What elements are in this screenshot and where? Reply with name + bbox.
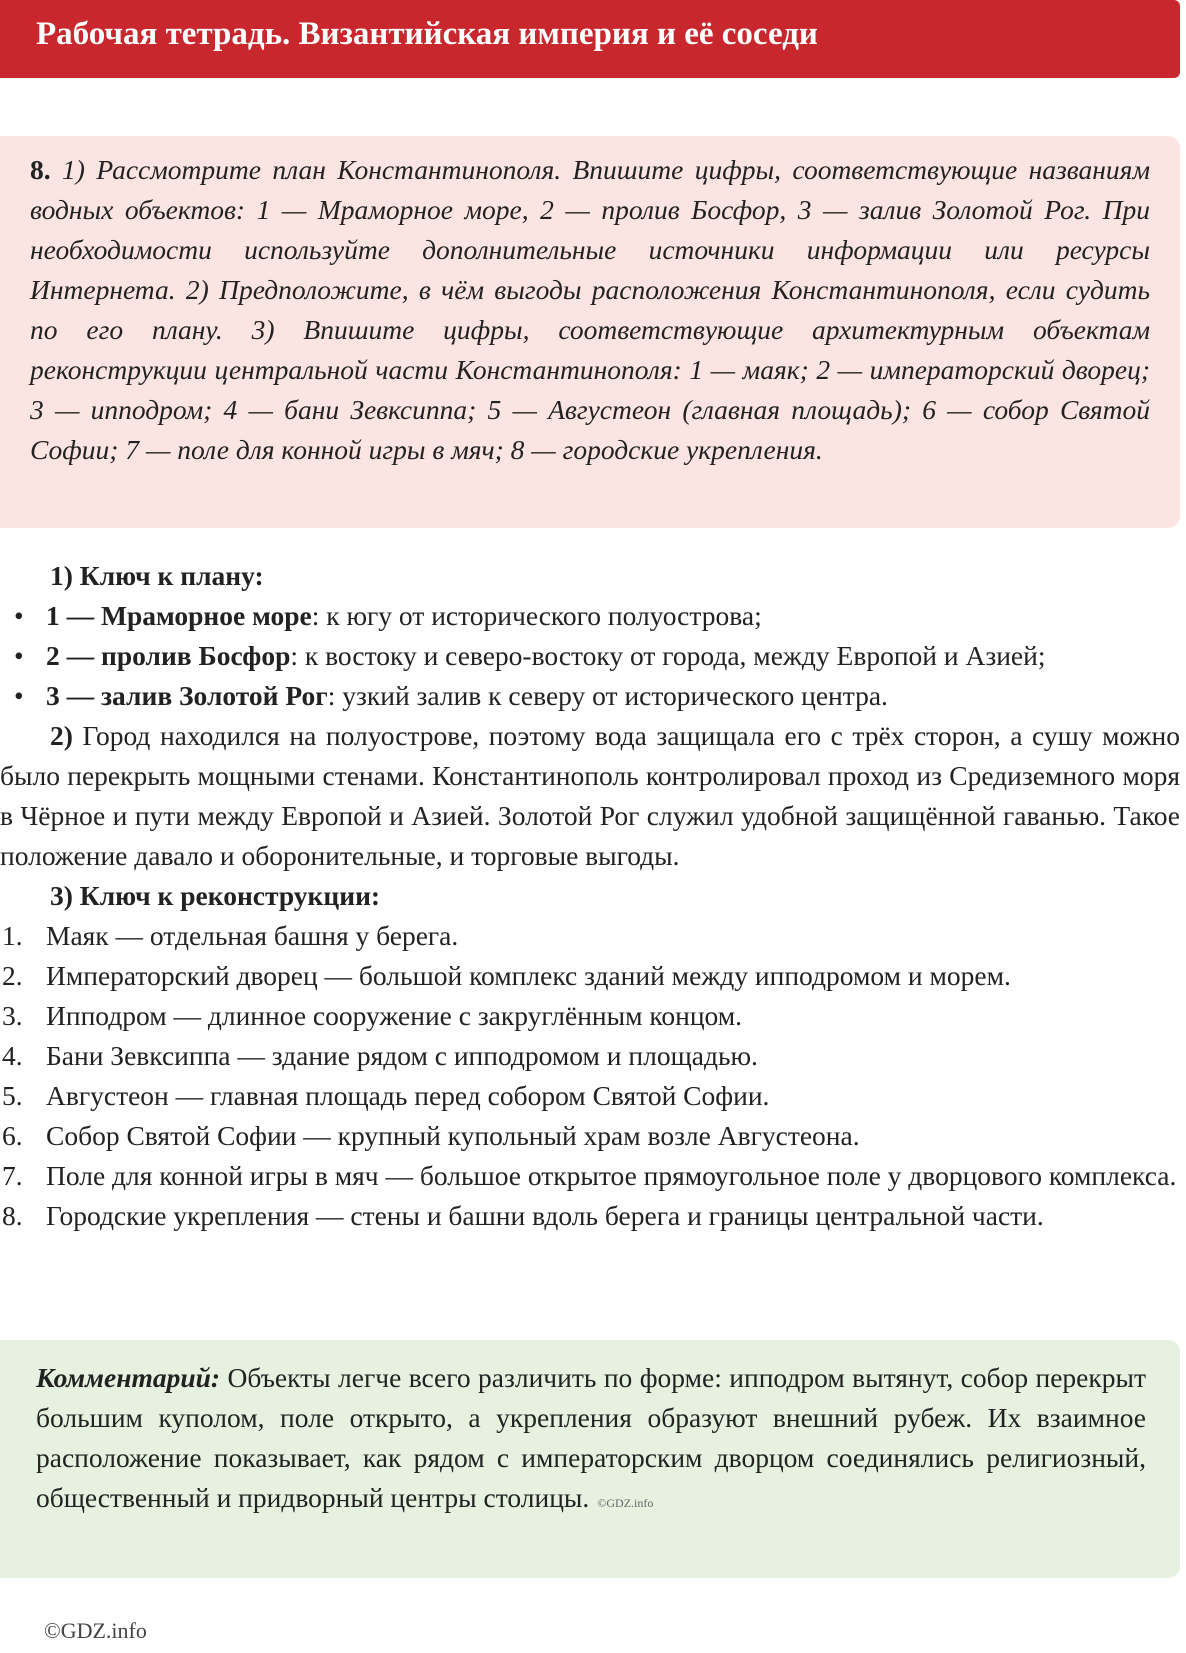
item-text: Городские укрепления — стены и башни вдоль берега и границы центральной части.: [46, 1200, 1044, 1231]
plan-key-term: 2 — пролив Босфор: [46, 640, 291, 671]
plan-key-desc: : к востоку и северо-востоку от города, между Европой и Азией;: [290, 640, 1046, 671]
item-text: Собор Святой Софии — крупный купольный храм возле Августеона.: [46, 1120, 860, 1151]
item-text: Императорский дворец — большой комплекс зданий между ипподромом и морем.: [46, 960, 1011, 991]
benefits-paragraph: [0, 716, 1180, 876]
item-text: Бани Зевксиппа — здание рядом с ипподромом и площадью.: [46, 1040, 758, 1071]
bullet-icon: •: [14, 640, 24, 671]
comment-body: Объекты легче всего различить по форме: ипподром вытянут, собор перекрыт большим куполом, поле открыто, а укрепления образуют внешний рубеж. Их взаимное расположение показывает, как рядом с императорским дворцом соединялись религиозный, общественный и придворный центры столицы.: [36, 1362, 1146, 1513]
bullet-icon: •: [14, 600, 24, 631]
item-text: Поле для конной игры в мяч — большое открытое прямоугольное поле у дворцового комплекса.: [46, 1160, 1177, 1191]
item-number: 6.: [2, 1120, 23, 1151]
inline-copyright: ©GDZ.info: [597, 1496, 654, 1510]
plan-key-item: [0, 636, 1180, 676]
benefits-text: Город находился на полуострове, поэтому вода защищала его с трёх сторон, а сушу можно было перекрыть мощными стенами. Константинополь контролировал проход из Средиземного моря в Чёрное и пути между Европой и Азией. Золотой Рог служил удобной защищённой гаванью. Такое положение давало и оборонительные, и торговые выгоды.: [0, 720, 1180, 871]
footer-copyright: ©GDZ.info: [44, 1618, 147, 1643]
item-text: Августеон — главная площадь перед собором Святой Софии.: [46, 1080, 770, 1111]
item-number: 5.: [2, 1080, 23, 1111]
reconstruction-item: [0, 1196, 1180, 1236]
reconstruction-item: [0, 916, 1180, 956]
reconstruction-item: [0, 1116, 1180, 1156]
item-number: 1.: [2, 920, 23, 951]
comment-label: Комментарий:: [36, 1362, 221, 1393]
plan-key-item: [0, 596, 1180, 636]
reconstruction-item: [0, 1156, 1180, 1196]
task-text: [30, 150, 1150, 470]
comment-box: [0, 1340, 1180, 1578]
item-number: 2.: [2, 960, 23, 991]
task-box: [0, 136, 1180, 528]
plan-key-item: [0, 676, 1180, 716]
comment-text: [36, 1358, 1146, 1523]
reconstruction-title: 3) Ключ к реконструкции:: [50, 880, 381, 911]
reconstruction-item: [0, 1076, 1180, 1116]
item-text: Маяк — отдельная башня у берега.: [46, 920, 459, 951]
plan-key-desc: : узкий залив к северу от исторического центра.: [327, 680, 888, 711]
benefits-label: 2): [50, 720, 73, 751]
item-text: Ипподром — длинное сооружение с закруглённым концом.: [46, 1000, 743, 1031]
plan-key-title: 1) Ключ к плану:: [50, 560, 264, 591]
item-number: 3.: [2, 1000, 23, 1031]
reconstruction-item: [0, 996, 1180, 1036]
item-number: 8.: [2, 1200, 23, 1231]
reconstruction-item: [0, 1036, 1180, 1076]
plan-key-term: 1 — Мраморное море: [46, 600, 312, 631]
task-body: 1) Рассмотрите план Константинополя. Впишите цифры, соответствующие названиям водных объектов: 1 — Мраморное море, 2 — пролив Босфор, 3 — залив Золотой Рог. При необходимости используйте дополнительные источники информации или ресурсы Интернета. 2) Предположите, в чём выгоды расположения Константинополя, если судить по его плану. 3) Впишите цифры, соответствующие архитектурным объектам реконструкции центральной части Константинополя: 1 — маяк; 2 — императорский дворец; 3 — ипподром; 4 — бани Зевксиппа; 5 — Августеон (главная площадь); 6 — собор Святой Софии; 7 — поле для конной игры в мяч; 8 — городские укрепления.: [30, 154, 1151, 465]
answer-section: [0, 556, 1180, 1236]
plan-key-desc: : к югу от исторического полуострова;: [311, 600, 762, 631]
item-number: 4.: [2, 1040, 23, 1071]
plan-key-term: 3 — залив Золотой Рог: [46, 680, 328, 711]
bullet-icon: •: [14, 680, 24, 711]
page-title: Рабочая тетрадь. Византийская империя и её соседи: [36, 16, 818, 52]
task-number: 8.: [30, 154, 51, 185]
page-header: [0, 0, 1180, 78]
reconstruction-item: [0, 956, 1180, 996]
item-number: 7.: [2, 1160, 23, 1191]
